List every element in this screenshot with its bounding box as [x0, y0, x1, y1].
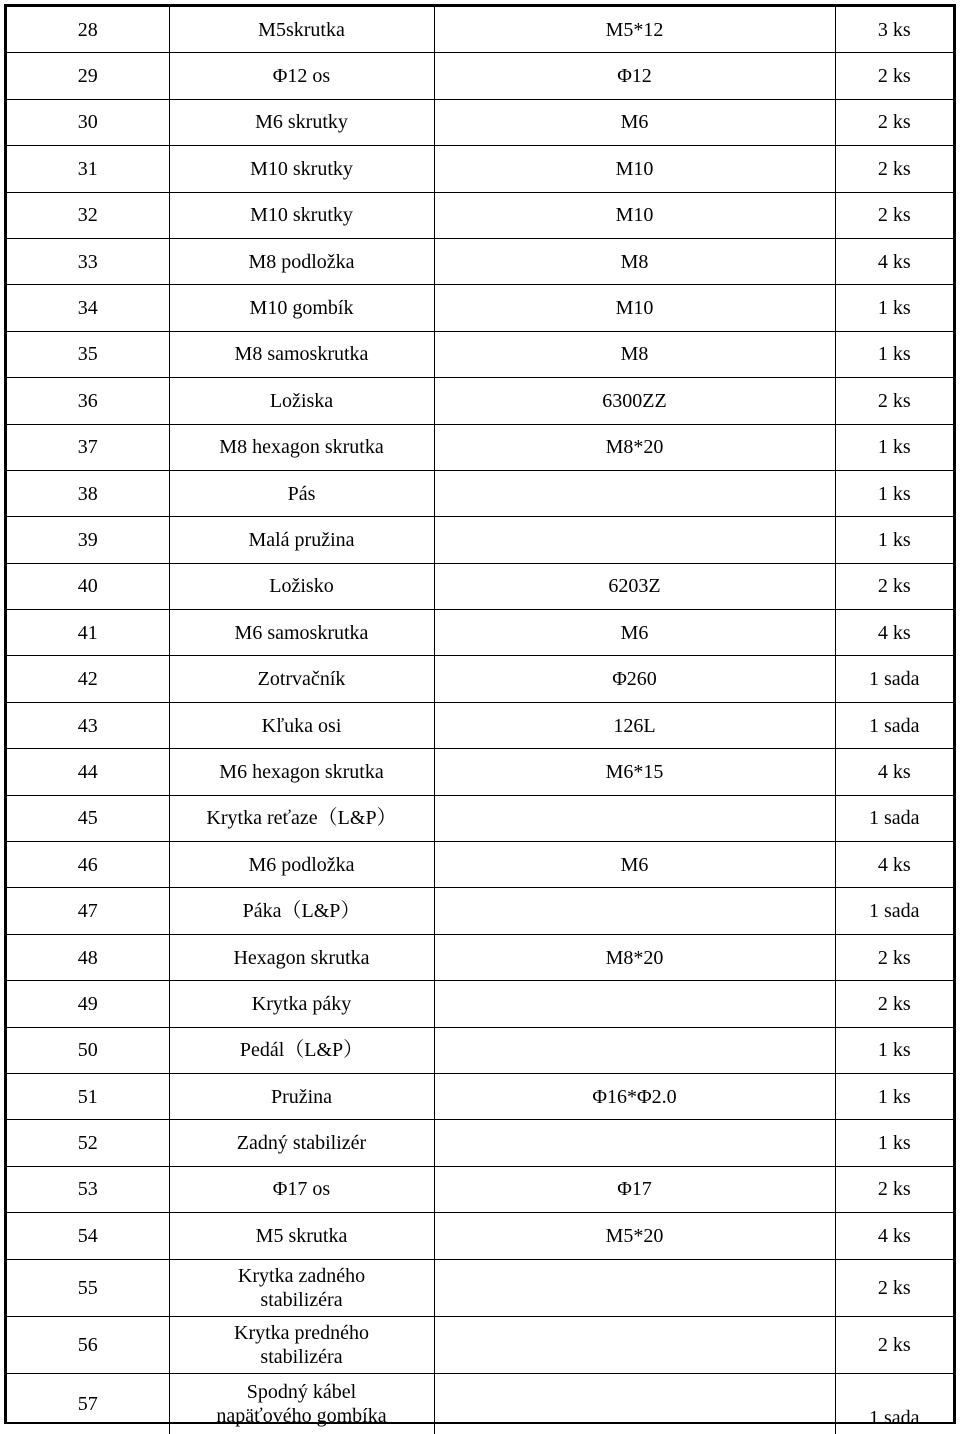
- part-name: [169, 1259, 434, 1316]
- table-row: [7, 517, 953, 563]
- part-number: 39: [7, 517, 169, 563]
- part-quantity: 4 ks: [835, 749, 953, 795]
- part-name: M6 hexagon skrutka: [169, 749, 434, 795]
- part-number: 40: [7, 563, 169, 609]
- part-quantity: 2 ks: [835, 146, 953, 192]
- part-number: 56: [7, 1316, 169, 1373]
- part-name: Pedál（L&P）: [169, 1027, 434, 1073]
- table-row: [7, 1166, 953, 1212]
- part-spec: M10: [434, 192, 835, 238]
- part-number: 36: [7, 378, 169, 424]
- parts-list-page: [4, 4, 956, 1429]
- table-row: [7, 99, 953, 145]
- table-row: [7, 470, 953, 516]
- part-name: M6 samoskrutka: [169, 610, 434, 656]
- part-quantity: 2 ks: [835, 192, 953, 238]
- part-spec: Φ17: [434, 1166, 835, 1212]
- part-quantity: 1 ks: [835, 1027, 953, 1073]
- part-name: Krytka páky: [169, 981, 434, 1027]
- part-name-line: Krytka zadného: [237, 1264, 366, 1287]
- part-number: 30: [7, 99, 169, 145]
- part-quantity: 4 ks: [835, 238, 953, 284]
- table-row: [7, 331, 953, 377]
- part-number: 48: [7, 934, 169, 980]
- part-spec: M6*15: [434, 749, 835, 795]
- part-spec: 6203Z: [434, 563, 835, 609]
- part-number: 44: [7, 749, 169, 795]
- part-name-line: Krytka predného: [234, 1321, 369, 1344]
- part-spec: M10: [434, 146, 835, 192]
- part-spec: Φ260: [434, 656, 835, 702]
- part-spec: M5*20: [434, 1213, 835, 1259]
- part-number: 41: [7, 610, 169, 656]
- part-spec: M8*20: [434, 934, 835, 980]
- part-quantity: 1 sada: [835, 656, 953, 702]
- table-row: [7, 1213, 953, 1259]
- part-quantity: 2 ks: [835, 378, 953, 424]
- part-name: Φ12 os: [169, 53, 434, 99]
- table-row: [7, 53, 953, 99]
- table-row: [7, 1120, 953, 1166]
- part-name: M6 podložka: [169, 842, 434, 888]
- part-number: 55: [7, 1259, 169, 1316]
- table-row: [7, 842, 953, 888]
- part-quantity: 1 ks: [835, 470, 953, 516]
- part-quantity: 1 ks: [835, 1120, 953, 1166]
- part-spec: Φ12: [434, 53, 835, 99]
- table-row: [7, 238, 953, 284]
- part-quantity: 1 ks: [835, 285, 953, 331]
- table-row: [7, 378, 953, 424]
- part-spec: M6: [434, 99, 835, 145]
- part-spec: [434, 1373, 835, 1434]
- part-spec: [434, 517, 835, 563]
- part-quantity: 1 ks: [835, 517, 953, 563]
- table-row: [7, 749, 953, 795]
- part-number: 31: [7, 146, 169, 192]
- parts-table: [7, 7, 953, 1434]
- part-spec: M10: [434, 285, 835, 331]
- table-row: [7, 563, 953, 609]
- part-number: 37: [7, 424, 169, 470]
- part-number: 29: [7, 53, 169, 99]
- part-name-line: stabilizéra: [260, 1288, 343, 1311]
- part-name: Krytka reťaze（L&P）: [169, 795, 434, 841]
- part-number: 45: [7, 795, 169, 841]
- part-spec: [434, 888, 835, 934]
- table-row: [7, 610, 953, 656]
- part-spec: M8: [434, 238, 835, 284]
- part-name-line: stabilizéra: [260, 1345, 343, 1368]
- part-number: 54: [7, 1213, 169, 1259]
- part-number: 50: [7, 1027, 169, 1073]
- part-name: Pružina: [169, 1073, 434, 1119]
- part-name: M5skrutka: [169, 7, 434, 53]
- part-spec: M8*20: [434, 424, 835, 470]
- table-row: [7, 192, 953, 238]
- part-name: Zotrvačník: [169, 656, 434, 702]
- table-row: [7, 888, 953, 934]
- part-spec: 6300ZZ: [434, 378, 835, 424]
- part-name: Pás: [169, 470, 434, 516]
- part-quantity: 2 ks: [835, 1259, 953, 1316]
- part-spec: [434, 1027, 835, 1073]
- table-row: [7, 656, 953, 702]
- part-spec: M5*12: [434, 7, 835, 53]
- part-spec: Φ16*Φ2.0: [434, 1073, 835, 1119]
- part-quantity: 2 ks: [835, 53, 953, 99]
- part-spec: [434, 470, 835, 516]
- part-number: 32: [7, 192, 169, 238]
- part-quantity: 1 ks: [835, 424, 953, 470]
- part-number: 51: [7, 1073, 169, 1119]
- part-number: 28: [7, 7, 169, 53]
- part-name: Ložisko: [169, 563, 434, 609]
- part-name: Φ17 os: [169, 1166, 434, 1212]
- part-name: Ložiska: [169, 378, 434, 424]
- part-spec: M6: [434, 610, 835, 656]
- part-name: M8 hexagon skrutka: [169, 424, 434, 470]
- part-spec: [434, 1259, 835, 1316]
- part-spec: [434, 1316, 835, 1373]
- table-row: [7, 7, 953, 53]
- part-quantity: 2 ks: [835, 981, 953, 1027]
- part-number: 52: [7, 1120, 169, 1166]
- part-number: 57: [7, 1373, 169, 1434]
- part-quantity: 2 ks: [835, 99, 953, 145]
- table-row: [7, 702, 953, 748]
- part-name: Kľuka osi: [169, 702, 434, 748]
- part-name: M10 gombík: [169, 285, 434, 331]
- part-quantity: 1 ks: [835, 331, 953, 377]
- part-name: Zadný stabilizér: [169, 1120, 434, 1166]
- table-row: [7, 1259, 953, 1316]
- part-name: M8 podložka: [169, 238, 434, 284]
- part-name: M8 samoskrutka: [169, 331, 434, 377]
- part-quantity: 1 sada: [835, 795, 953, 841]
- part-number: 42: [7, 656, 169, 702]
- part-number: 38: [7, 470, 169, 516]
- part-name-line: Spodný kábel: [246, 1380, 357, 1403]
- part-name: M10 skrutky: [169, 192, 434, 238]
- part-spec: [434, 795, 835, 841]
- table-row: [7, 424, 953, 470]
- part-name: Malá pružina: [169, 517, 434, 563]
- part-name: [169, 1316, 434, 1373]
- table-row: [7, 934, 953, 980]
- part-quantity: 1 sada: [868, 1406, 920, 1429]
- table-row: [7, 1027, 953, 1073]
- table-row: [7, 795, 953, 841]
- part-name: Páka（L&P）: [169, 888, 434, 934]
- part-number: 34: [7, 285, 169, 331]
- part-spec: 126L: [434, 702, 835, 748]
- part-number: 53: [7, 1166, 169, 1212]
- table-row: [7, 146, 953, 192]
- part-number: 47: [7, 888, 169, 934]
- part-spec: [434, 1120, 835, 1166]
- part-quantity: 2 ks: [835, 1316, 953, 1373]
- part-quantity: 3 ks: [835, 7, 953, 53]
- part-quantity: 2 ks: [835, 563, 953, 609]
- part-name: Hexagon skrutka: [169, 934, 434, 980]
- part-quantity: 1 sada: [835, 888, 953, 934]
- part-quantity: 4 ks: [835, 1213, 953, 1259]
- part-number: 49: [7, 981, 169, 1027]
- part-quantity: 2 ks: [835, 1166, 953, 1212]
- table-row: [7, 1073, 953, 1119]
- table-row: [7, 1373, 953, 1434]
- part-name: M5 skrutka: [169, 1213, 434, 1259]
- table-row: [7, 1316, 953, 1373]
- part-name: [169, 1373, 434, 1434]
- part-spec: M8: [434, 331, 835, 377]
- part-quantity: 1 ks: [835, 1073, 953, 1119]
- part-spec: [434, 981, 835, 1027]
- part-name-line: napäťového gombíka: [216, 1404, 387, 1427]
- part-quantity: 1 sada: [835, 702, 953, 748]
- part-number: 33: [7, 238, 169, 284]
- part-number: 35: [7, 331, 169, 377]
- part-quantity: 4 ks: [835, 610, 953, 656]
- part-name: M10 skrutky: [169, 146, 434, 192]
- part-number: 46: [7, 842, 169, 888]
- part-name: M6 skrutky: [169, 99, 434, 145]
- table-row: [7, 285, 953, 331]
- part-spec: M6: [434, 842, 835, 888]
- part-number: 43: [7, 702, 169, 748]
- table-row: [7, 981, 953, 1027]
- part-quantity: 2 ks: [835, 934, 953, 980]
- part-quantity: 4 ks: [835, 842, 953, 888]
